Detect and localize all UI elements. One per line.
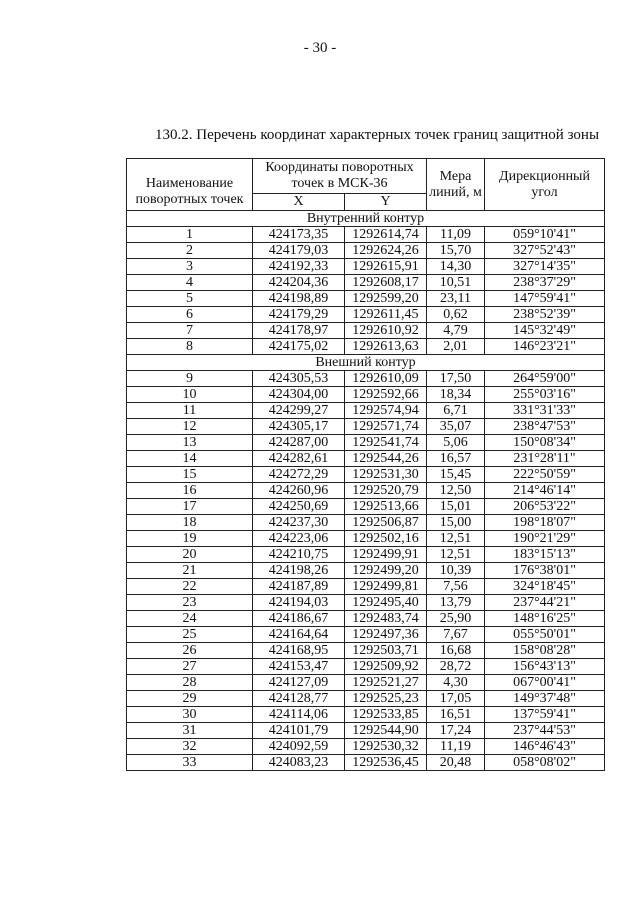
y-coordinate-cell: 1292608,17 xyxy=(345,275,427,291)
point-number-cell: 4 xyxy=(127,275,253,291)
y-coordinate-cell: 1292615,91 xyxy=(345,259,427,275)
point-number-cell: 2 xyxy=(127,243,253,259)
table-row xyxy=(127,675,605,691)
table-row xyxy=(127,435,605,451)
point-number-cell: 16 xyxy=(127,483,253,499)
point-number-cell: 9 xyxy=(127,371,253,387)
direction-angle-cell: 238°37'29" xyxy=(485,275,605,291)
line-measure-cell: 15,00 xyxy=(427,515,485,531)
table-row xyxy=(127,611,605,627)
table-row xyxy=(127,659,605,675)
point-number-cell: 25 xyxy=(127,627,253,643)
direction-angle-cell: 147°59'41" xyxy=(485,291,605,307)
point-number-cell: 13 xyxy=(127,435,253,451)
line-measure-cell: 12,50 xyxy=(427,483,485,499)
y-coordinate-cell: 1292613,63 xyxy=(345,339,427,355)
line-measure-cell: 20,48 xyxy=(427,755,485,771)
line-measure-cell: 13,79 xyxy=(427,595,485,611)
direction-angle-cell: 206°53'22" xyxy=(485,499,605,515)
line-measure-cell: 15,70 xyxy=(427,243,485,259)
header-direction-angle: Дирекционный угол xyxy=(485,159,605,211)
direction-angle-cell: 055°50'01" xyxy=(485,627,605,643)
line-measure-cell: 11,09 xyxy=(427,227,485,243)
x-coordinate-cell: 424168,95 xyxy=(253,643,345,659)
line-measure-cell: 14,30 xyxy=(427,259,485,275)
line-measure-cell: 16,57 xyxy=(427,451,485,467)
y-coordinate-cell: 1292503,71 xyxy=(345,643,427,659)
point-number-cell: 17 xyxy=(127,499,253,515)
point-number-cell: 12 xyxy=(127,419,253,435)
point-number-cell: 31 xyxy=(127,723,253,739)
table-row xyxy=(127,723,605,739)
line-measure-cell: 12,51 xyxy=(427,531,485,547)
line-measure-cell: 17,24 xyxy=(427,723,485,739)
point-number-cell: 15 xyxy=(127,467,253,483)
point-number-cell: 32 xyxy=(127,739,253,755)
direction-angle-cell: 148°16'25" xyxy=(485,611,605,627)
x-coordinate-cell: 424304,00 xyxy=(253,387,345,403)
x-coordinate-cell: 424198,26 xyxy=(253,563,345,579)
point-number-cell: 27 xyxy=(127,659,253,675)
table-row xyxy=(127,499,605,515)
x-coordinate-cell: 424194,03 xyxy=(253,595,345,611)
point-number-cell: 28 xyxy=(127,675,253,691)
x-coordinate-cell: 424198,89 xyxy=(253,291,345,307)
y-coordinate-cell: 1292483,74 xyxy=(345,611,427,627)
direction-angle-cell: 145°32'49" xyxy=(485,323,605,339)
table-row xyxy=(127,515,605,531)
y-coordinate-cell: 1292574,94 xyxy=(345,403,427,419)
x-coordinate-cell: 424187,89 xyxy=(253,579,345,595)
x-coordinate-cell: 424164,64 xyxy=(253,627,345,643)
line-measure-cell: 0,62 xyxy=(427,307,485,323)
direction-angle-cell: 058°08'02" xyxy=(485,755,605,771)
point-number-cell: 3 xyxy=(127,259,253,275)
x-coordinate-cell: 424210,75 xyxy=(253,547,345,563)
header-line-measure: Мера линий, м xyxy=(427,159,485,211)
direction-angle-cell: 327°52'43" xyxy=(485,243,605,259)
x-coordinate-cell: 424173,35 xyxy=(253,227,345,243)
direction-angle-cell: 327°14'35" xyxy=(485,259,605,275)
point-number-cell: 23 xyxy=(127,595,253,611)
point-number-cell: 11 xyxy=(127,403,253,419)
x-coordinate-cell: 424305,53 xyxy=(253,371,345,387)
y-coordinate-cell: 1292536,45 xyxy=(345,755,427,771)
direction-angle-cell: 176°38'01" xyxy=(485,563,605,579)
line-measure-cell: 10,39 xyxy=(427,563,485,579)
direction-angle-cell: 149°37'48" xyxy=(485,691,605,707)
table-row xyxy=(127,531,605,547)
y-coordinate-cell: 1292525,23 xyxy=(345,691,427,707)
y-coordinate-cell: 1292499,20 xyxy=(345,563,427,579)
direction-angle-cell: 238°52'39" xyxy=(485,307,605,323)
point-number-cell: 29 xyxy=(127,691,253,707)
y-coordinate-cell: 1292521,27 xyxy=(345,675,427,691)
y-coordinate-cell: 1292544,26 xyxy=(345,451,427,467)
direction-angle-cell: 146°46'43" xyxy=(485,739,605,755)
x-coordinate-cell: 424192,33 xyxy=(253,259,345,275)
y-coordinate-cell: 1292509,92 xyxy=(345,659,427,675)
coordinates-table xyxy=(126,158,605,771)
x-coordinate-cell: 424114,06 xyxy=(253,707,345,723)
y-coordinate-cell: 1292592,66 xyxy=(345,387,427,403)
point-number-cell: 30 xyxy=(127,707,253,723)
y-coordinate-cell: 1292502,16 xyxy=(345,531,427,547)
x-coordinate-cell: 424287,00 xyxy=(253,435,345,451)
point-number-cell: 18 xyxy=(127,515,253,531)
table-row xyxy=(127,259,605,275)
direction-angle-cell: 190°21'29" xyxy=(485,531,605,547)
table-row xyxy=(127,419,605,435)
x-coordinate-cell: 424186,67 xyxy=(253,611,345,627)
y-coordinate-cell: 1292533,85 xyxy=(345,707,427,723)
line-measure-cell: 23,11 xyxy=(427,291,485,307)
y-coordinate-cell: 1292506,87 xyxy=(345,515,427,531)
x-coordinate-cell: 424250,69 xyxy=(253,499,345,515)
x-coordinate-cell: 424128,77 xyxy=(253,691,345,707)
x-coordinate-cell: 424260,96 xyxy=(253,483,345,499)
table-row xyxy=(127,691,605,707)
y-coordinate-cell: 1292571,74 xyxy=(345,419,427,435)
point-number-cell: 6 xyxy=(127,307,253,323)
line-measure-cell: 2,01 xyxy=(427,339,485,355)
x-coordinate-cell: 424204,36 xyxy=(253,275,345,291)
line-measure-cell: 28,72 xyxy=(427,659,485,675)
x-coordinate-cell: 424179,03 xyxy=(253,243,345,259)
table-row xyxy=(127,643,605,659)
table-row xyxy=(127,275,605,291)
x-coordinate-cell: 424083,23 xyxy=(253,755,345,771)
point-number-cell: 33 xyxy=(127,755,253,771)
x-coordinate-cell: 424272,29 xyxy=(253,467,345,483)
table-row xyxy=(127,387,605,403)
table-row xyxy=(127,467,605,483)
point-number-cell: 22 xyxy=(127,579,253,595)
direction-angle-cell: 264°59'00" xyxy=(485,371,605,387)
direction-angle-cell: 324°18'45" xyxy=(485,579,605,595)
x-coordinate-cell: 424179,29 xyxy=(253,307,345,323)
table-row xyxy=(127,563,605,579)
direction-angle-cell: 331°31'33" xyxy=(485,403,605,419)
x-coordinate-cell: 424127,09 xyxy=(253,675,345,691)
direction-angle-cell: 146°23'21" xyxy=(485,339,605,355)
table-row xyxy=(127,243,605,259)
page-number: - 30 - xyxy=(303,40,337,56)
table-body xyxy=(127,211,605,771)
line-measure-cell: 4,30 xyxy=(427,675,485,691)
y-coordinate-cell: 1292497,36 xyxy=(345,627,427,643)
line-measure-cell: 35,07 xyxy=(427,419,485,435)
direction-angle-cell: 237°44'53" xyxy=(485,723,605,739)
table-row xyxy=(127,483,605,499)
x-coordinate-cell: 424178,97 xyxy=(253,323,345,339)
line-measure-cell: 16,51 xyxy=(427,707,485,723)
table-row xyxy=(127,323,605,339)
direction-angle-cell: 137°59'41" xyxy=(485,707,605,723)
line-measure-cell: 7,67 xyxy=(427,627,485,643)
point-number-cell: 26 xyxy=(127,643,253,659)
table-row xyxy=(127,403,605,419)
table-row xyxy=(127,371,605,387)
y-coordinate-cell: 1292610,92 xyxy=(345,323,427,339)
point-number-cell: 8 xyxy=(127,339,253,355)
line-measure-cell: 6,71 xyxy=(427,403,485,419)
line-measure-cell: 15,01 xyxy=(427,499,485,515)
y-coordinate-cell: 1292614,74 xyxy=(345,227,427,243)
y-coordinate-cell: 1292530,32 xyxy=(345,739,427,755)
y-coordinate-cell: 1292499,81 xyxy=(345,579,427,595)
header-coordinates: Координаты поворотных точек в МСК-36 xyxy=(253,159,427,194)
line-measure-cell: 10,51 xyxy=(427,275,485,291)
x-coordinate-cell: 424223,06 xyxy=(253,531,345,547)
y-coordinate-cell: 1292624,26 xyxy=(345,243,427,259)
line-measure-cell: 7,56 xyxy=(427,579,485,595)
line-measure-cell: 4,79 xyxy=(427,323,485,339)
direction-angle-cell: 067°00'41" xyxy=(485,675,605,691)
table-row xyxy=(127,451,605,467)
table-row xyxy=(127,707,605,723)
table-row xyxy=(127,595,605,611)
point-number-cell: 7 xyxy=(127,323,253,339)
x-coordinate-cell: 424175,02 xyxy=(253,339,345,355)
section-title: Внутренний контур xyxy=(127,211,605,227)
y-coordinate-cell: 1292495,40 xyxy=(345,595,427,611)
direction-angle-cell: 231°28'11" xyxy=(485,451,605,467)
y-coordinate-cell: 1292520,79 xyxy=(345,483,427,499)
line-measure-cell: 5,06 xyxy=(427,435,485,451)
line-measure-cell: 11,19 xyxy=(427,739,485,755)
line-measure-cell: 17,05 xyxy=(427,691,485,707)
point-number-cell: 1 xyxy=(127,227,253,243)
document-heading: 130.2. Перечень координат характерных точек границ защитной зоны xyxy=(155,127,600,143)
direction-angle-cell: 255°03'16" xyxy=(485,387,605,403)
point-number-cell: 20 xyxy=(127,547,253,563)
line-measure-cell: 15,45 xyxy=(427,467,485,483)
y-coordinate-cell: 1292610,09 xyxy=(345,371,427,387)
section-title: Внешний контур xyxy=(127,355,605,371)
line-measure-cell: 12,51 xyxy=(427,547,485,563)
x-coordinate-cell: 424282,61 xyxy=(253,451,345,467)
direction-angle-cell: 150°08'34" xyxy=(485,435,605,451)
direction-angle-cell: 222°50'59" xyxy=(485,467,605,483)
header-y: Y xyxy=(345,194,427,211)
x-coordinate-cell: 424299,27 xyxy=(253,403,345,419)
line-measure-cell: 18,34 xyxy=(427,387,485,403)
x-coordinate-cell: 424153,47 xyxy=(253,659,345,675)
table-row xyxy=(127,579,605,595)
x-coordinate-cell: 424101,79 xyxy=(253,723,345,739)
y-coordinate-cell: 1292531,30 xyxy=(345,467,427,483)
section-row xyxy=(127,211,605,227)
table-row xyxy=(127,739,605,755)
section-row xyxy=(127,355,605,371)
direction-angle-cell: 214°46'14" xyxy=(485,483,605,499)
line-measure-cell: 16,68 xyxy=(427,643,485,659)
direction-angle-cell: 156°43'13" xyxy=(485,659,605,675)
direction-angle-cell: 059°10'41" xyxy=(485,227,605,243)
x-coordinate-cell: 424092,59 xyxy=(253,739,345,755)
table-row xyxy=(127,755,605,771)
line-measure-cell: 17,50 xyxy=(427,371,485,387)
direction-angle-cell: 238°47'53" xyxy=(485,419,605,435)
table-row xyxy=(127,627,605,643)
table-row xyxy=(127,339,605,355)
direction-angle-cell: 237°44'21" xyxy=(485,595,605,611)
y-coordinate-cell: 1292544,90 xyxy=(345,723,427,739)
direction-angle-cell: 158°08'28" xyxy=(485,643,605,659)
table-row xyxy=(127,227,605,243)
x-coordinate-cell: 424305,17 xyxy=(253,419,345,435)
point-number-cell: 5 xyxy=(127,291,253,307)
y-coordinate-cell: 1292513,66 xyxy=(345,499,427,515)
y-coordinate-cell: 1292499,91 xyxy=(345,547,427,563)
table-row xyxy=(127,547,605,563)
y-coordinate-cell: 1292599,20 xyxy=(345,291,427,307)
y-coordinate-cell: 1292611,45 xyxy=(345,307,427,323)
direction-angle-cell: 183°15'13" xyxy=(485,547,605,563)
point-number-cell: 19 xyxy=(127,531,253,547)
y-coordinate-cell: 1292541,74 xyxy=(345,435,427,451)
point-number-cell: 10 xyxy=(127,387,253,403)
header-x: X xyxy=(253,194,345,211)
line-measure-cell: 25,90 xyxy=(427,611,485,627)
table-row xyxy=(127,291,605,307)
table-row xyxy=(127,307,605,323)
point-number-cell: 24 xyxy=(127,611,253,627)
x-coordinate-cell: 424237,30 xyxy=(253,515,345,531)
point-number-cell: 21 xyxy=(127,563,253,579)
header-point-name: Наименование поворотных точек xyxy=(127,159,253,211)
point-number-cell: 14 xyxy=(127,451,253,467)
direction-angle-cell: 198°18'07" xyxy=(485,515,605,531)
